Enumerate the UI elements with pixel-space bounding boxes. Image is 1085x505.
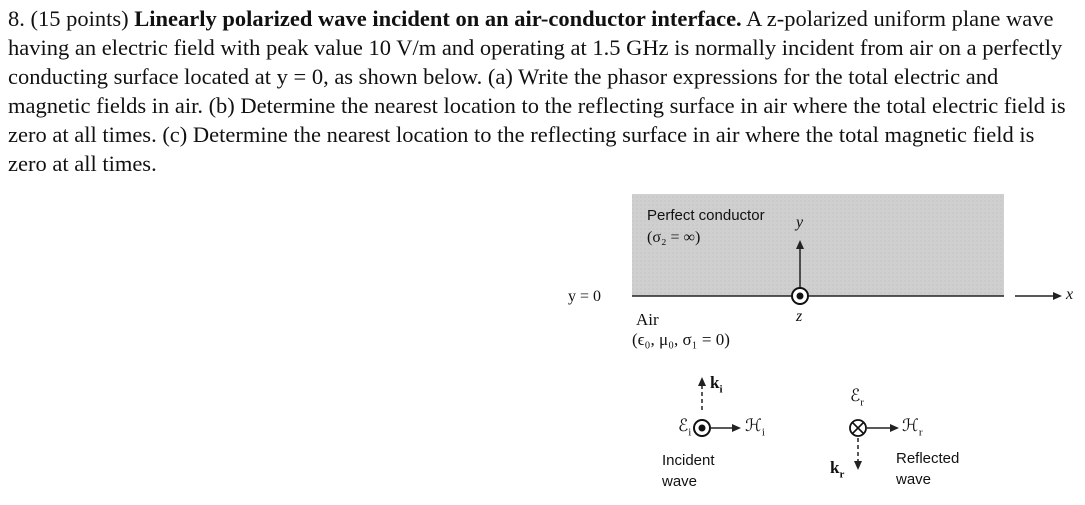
problem-body: A z-polarized uniform plane wave having an electric field with peak value 10 V/m and operating at 1.5 GHz is normally incident from air on a perfectly conducting surface located at y = 0, as shown below. (a) Write the phasor expressions for the total electric and magnetic fields in air. (b) Determine the nearest location to the reflecting surface in air where the total electric field is zero at all times. (c) Determine the nearest location to the reflecting surface in air where the total magnetic field is zero at all times. [8,6,1066,176]
k-incident-label: $k_i$ [710,373,723,396]
h-incident-arrow-icon [732,424,741,432]
k-reflected-label: $k_r$ [830,458,845,481]
air-params: (ϵ₀, μ₀, σ₁ = 0) [632,330,730,349]
e-incident-label: ℰ$_i$ [678,416,692,439]
problem-number: 8. (15 points) [8,6,129,31]
z-axis-label: z [796,308,803,325]
k-reflected-arrow-icon [854,461,862,470]
incident-label-line1: Incident [662,452,715,469]
interface-label: y = 0 [568,288,602,305]
e-reflected-label: ℰ$_r$ [850,386,864,409]
h-incident-label: ℋ$_i$ [745,416,765,439]
reflected-label-line1: Reflected [896,450,960,467]
reflected-label-line2: wave [896,471,932,488]
y-axis-label: y [796,214,804,231]
problem-title: Linearly polarized wave incident on an air-conductor interface. [134,6,742,31]
incident-label-line2: wave [662,473,698,490]
x-axis-arrow-icon [1053,292,1062,300]
x-axis-label: x [1066,286,1074,303]
conductor-params: (σ₂ = ∞) [647,229,701,246]
h-reflected-label: ℋ$_r$ [902,416,923,439]
k-incident-arrow-icon [698,377,706,386]
h-reflected-arrow-icon [890,424,899,432]
air-label: Air [636,310,659,329]
conductor-label: Perfect conductor [647,207,765,224]
